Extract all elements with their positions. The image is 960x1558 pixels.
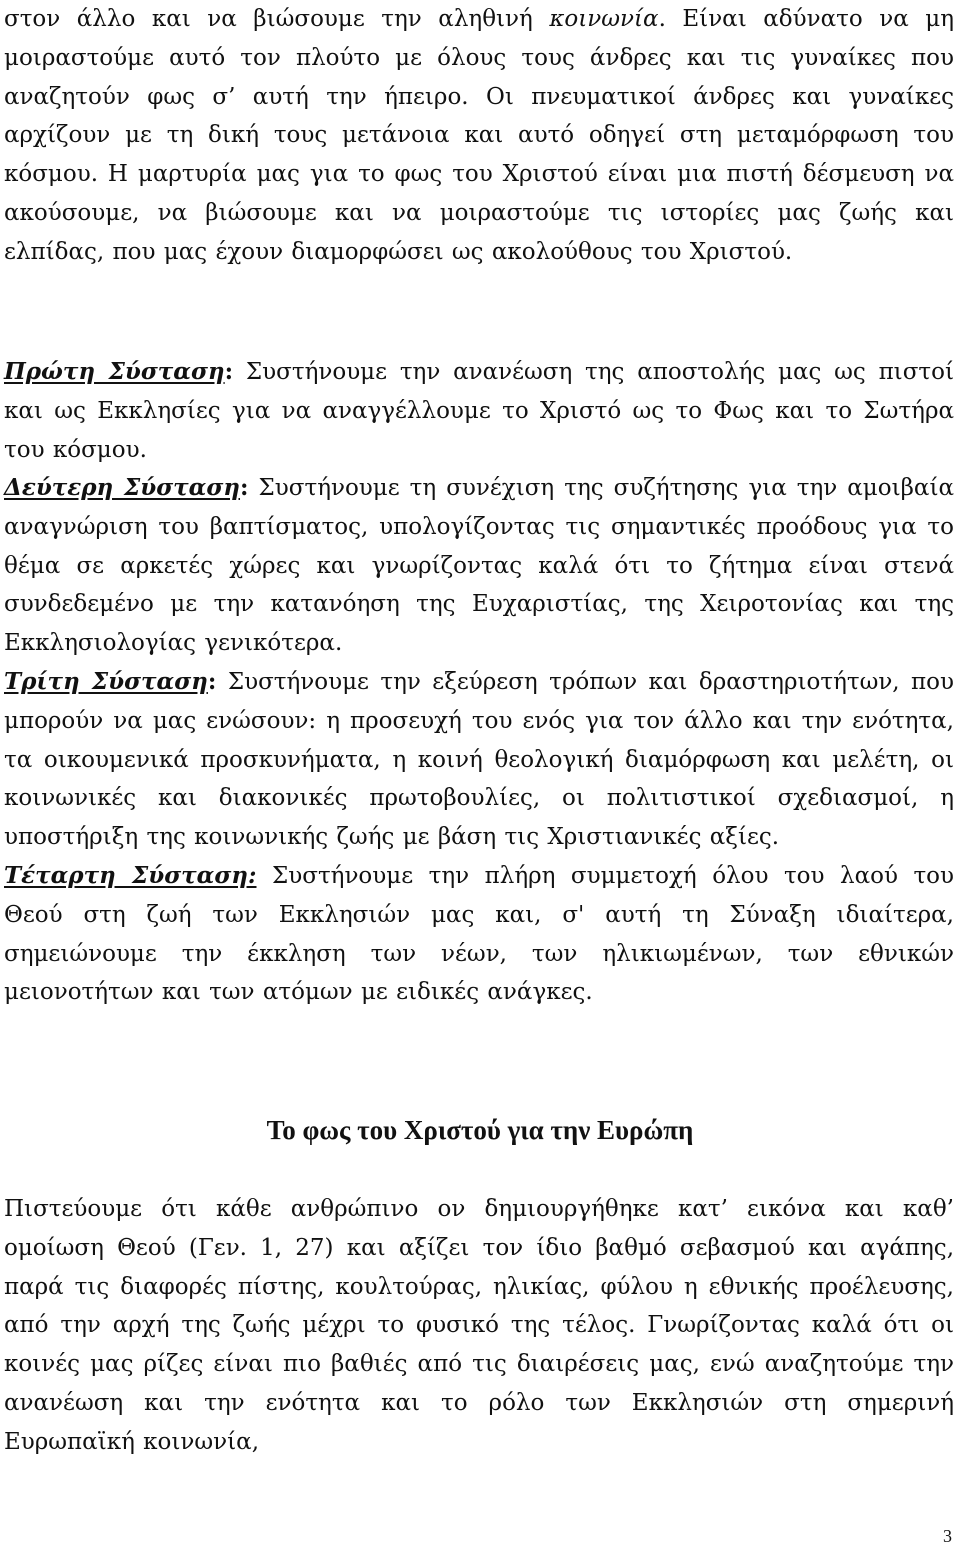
recommendation-3-label: Τρίτη Σύσταση xyxy=(4,667,208,695)
recommendation-1 xyxy=(4,353,954,469)
europe-paragraph: Πιστεύουμε ότι κάθε ανθρώπινο ον δημιουργήθηκε κατ’ εικόνα και καθ’ ομοίωση Θεού (Γεν. 1, 27) και αξίζει τον ίδιο βαθμό σεβασμού και αγάπης, παρά τις διαφορές πίστης, κουλτούρας, ηλικίας, φύλου η εθνικής προέλευσης, από την αρχή της ζωής μέχρι το φυσικό της τέλος. Γνωρίζοντας καλά ότι οι κοινές μας ρίζες είναι πιο βαθιές από τις διαιρέσεις μας, ενώ αναζητούμε την ανανέωση και την ενότητα και το ρόλο των Εκκλησιών στη σημερινή Ευρωπαϊκή κοινωνία, xyxy=(4,1196,954,1455)
recommendation-2-label: Δεύτερη Σύσταση xyxy=(4,474,241,501)
recommendation-3-colon: : xyxy=(207,667,217,695)
recommendation-4-label: Τέταρτη Σύσταση: xyxy=(4,861,257,889)
recommendation-4 xyxy=(4,857,954,1012)
intro-paragraph xyxy=(4,0,954,272)
recommendation-1-label: Πρώτη Σύσταση xyxy=(4,358,225,385)
recommendation-1-text: Συστήνουμε την ανανέωση της αποστολής μας ως πιστοί και ως Εκκλησίες για να αναγγέλλουμε το Χριστό ως το Φως και το Σωτήρα του κόσμου. xyxy=(4,359,954,463)
intro-text-end: . Είναι αδύνατο να μη μοιραστούμε αυτό τον πλούτο με όλους τους άνδρες και τις γυναίκες που αναζητούν φως σ’ αυτή την ήπειρο. Οι πνευματικοί άνδρες και γυναίκες αρχίζουν με τη δική τους μετάνοια και αυτό οδηγεί στη μεταμόρφωση του κόσμου. Η μαρτυρία μας για το φως του Χριστού είναι μια πιστή δέσμευση να ακούσουμε, να βιώσουμε και να μοιραστούμε τις ιστορίες μας ζωής και ελπίδας, που μας έχουν διαμορφώσει ως ακολούθους του Χριστού. xyxy=(4,6,954,265)
recommendation-2 xyxy=(4,469,954,663)
recommendation-3-text: Συστήνουμε την εξεύρεση τρόπων και δραστηριοτήτων, που μπορούν να μας ενώσουν: η προσευχή του ενός για τον άλλο και την ενότητα, τα οικουμενικά προσκυνήματα, η κοινή θεολογική διαμόρφωση και μελέτη, οι κοινωνικές και διακονικές πρωτοβουλίες, οι πολιτιστικοί σχεδιασμοί, η υποστήριξη της κοινωνικής ζωής με βάση τις Χριστιανικές αξίες. xyxy=(4,668,954,851)
intro-italic-word: κοινωνία xyxy=(549,6,659,32)
recommendation-2-text: Συστήνουμε τη συνέχιση της συζήτησης για την αμοιβαία αναγνώριση του βαπτίσματος, υπολογίζοντας τις σημαντικές προόδους για το θέμα σε αρκετές χώρες και γνωρίζοντας καλά ότι το ζήτημα είναι στενά συνδεδεμένο με την κατανόηση της Ευχαριστίας, της Χειροτονίας και της Εκκλησιολογίας γενικότερα. xyxy=(4,475,954,657)
page-number: 3 xyxy=(943,1526,952,1546)
recommendation-4-text: Συστήνουμε την πλήρη συμμετοχή όλου του λαού του Θεού στη ζωή των Εκκλησιών μας και, σ' αυτή τη Σύναξη ιδιαίτερα, σημειώνουμε την έκκληση των νέων, των ηλικιωμένων, των εθνικών μειονοτήτων και των ατόμων με ειδικές ανάγκες. xyxy=(4,862,955,1006)
recommendation-1-colon: : xyxy=(224,358,234,385)
intro-text-start: στον άλλο και να βιώσουμε την αληθινή xyxy=(4,6,550,32)
recommendations-2-4 xyxy=(4,469,954,1012)
section-heading: Το φως του Χριστού για την Ευρώπη xyxy=(266,1115,694,1145)
recommendation-3 xyxy=(4,663,954,857)
recommendation-2-colon: : xyxy=(240,474,249,501)
